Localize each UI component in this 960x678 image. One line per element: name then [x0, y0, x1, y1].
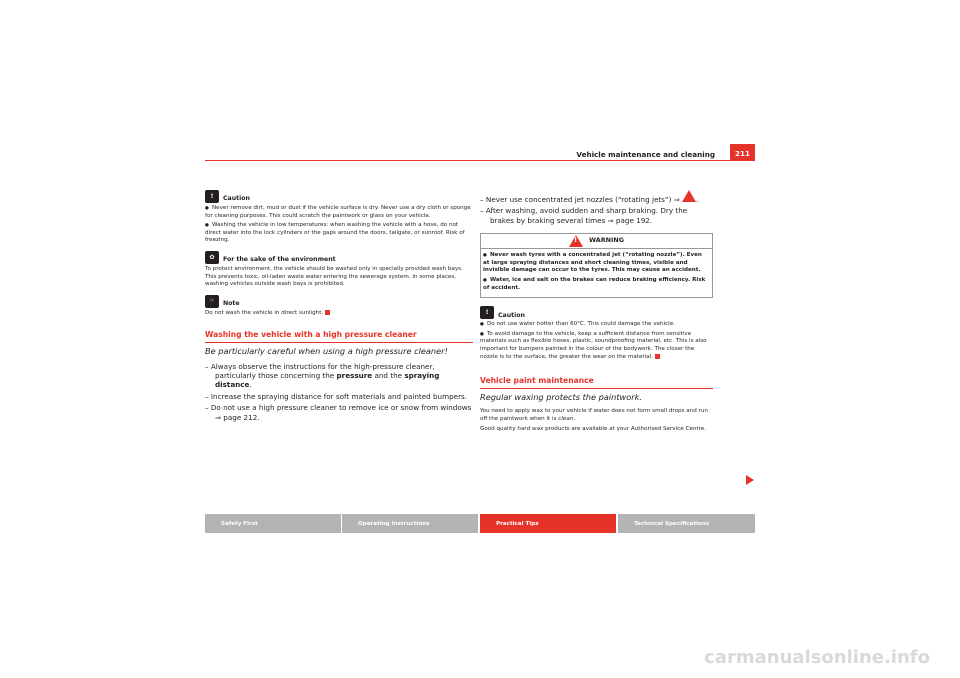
note-hand-icon: ☞ [205, 295, 219, 308]
caution-icon: ! [480, 306, 494, 319]
caution-icon: ! [205, 190, 219, 203]
footer-tab-safety-first: Safety First [205, 514, 341, 533]
warning-triangle-icon [682, 190, 696, 202]
paint-text: Good quality hard wax products are available at your Authorised Service Centre. [480, 425, 706, 432]
end-marker [325, 310, 330, 315]
section-title-paint: Vehicle paint maintenance [480, 377, 713, 389]
watermark: carmanualsonline.info [704, 647, 930, 668]
warning-triangle-icon [569, 235, 583, 247]
next-page-arrow-icon [746, 475, 754, 485]
environment-flower-icon: ✿ [205, 251, 219, 264]
header-rule [205, 160, 755, 161]
left-column [205, 190, 473, 424]
instruction-item: – Do not use a high pressure cleaner to remove ice or snow from windows ⇒ page 212. [205, 403, 472, 422]
environment-heading: ✿ For the sake of the environment [205, 251, 473, 264]
instruction-item: – Never use concentrated jet nozzles (“rotating jets”) ⇒ ! . [480, 190, 713, 204]
caution-heading: ! Caution [205, 190, 473, 203]
caution-bullet: ● Never remove dirt, mud or dust if the vehicle surface is dry. Never use a dry cloth or sponge for cleaning purposes. This could scratch the paintwork or glass on your vehicle. [205, 205, 473, 220]
footer-tab-operating-instructions: Operating Instructions [342, 514, 478, 533]
instruction-item: – Always observe the instructions for the high-pressure cleaner, particularly those concerning the pressure and the spraying distance. [205, 361, 440, 390]
note-text: Do not wash the vehicle in direct sunlight. [205, 310, 473, 318]
warning-bullet: ● Never wash tyres with a concentrated jet (“rotating nozzle”). Even at large spraying distances and short cleaning times, visible and invisible damage can occur to the tyres. This may cause an accident. [483, 252, 710, 275]
caution-bullet: ● Washing the vehicle in low temperatures: when washing the vehicle with a hose, do not direct water into the lock cylinders or the gaps around the doors, tailgate, or sunroof. Risk of freezing. [205, 222, 473, 245]
instruction-item: – After washing, avoid sudden and sharp braking. Dry the brakes by braking several times ⇒ page 192. [480, 206, 688, 225]
page-header-title: Vehicle maintenance and cleaning [576, 150, 715, 159]
warning-heading: ! WARNING [481, 234, 712, 249]
caution-heading: ! Caution [480, 306, 713, 319]
warning-bullet: ● Water, ice and salt on the brakes can reduce braking efficiency. Risk of accident. [483, 277, 710, 292]
note-heading: ☞ Note [205, 295, 473, 308]
right-column [480, 190, 713, 435]
caution-bullet: ● To avoid damage to the vehicle, keep a sufficient distance from sensitive materials such as flexible hoses, plastic, soundproofing material, etc. This is also important for bumpers painted in the colour of the bodywork. The closer the nozzle is to the surface, the greater the wear on the material. [480, 331, 713, 361]
warning-box [480, 233, 713, 298]
page-number: 211 [730, 144, 755, 161]
end-marker [655, 354, 660, 359]
instruction-item: – Increase the spraying distance for soft materials and painted bumpers. [205, 391, 468, 401]
footer-tab-technical-specifications: Technical Specifications [618, 514, 755, 533]
section-title-high-pressure: Washing the vehicle with a high pressure cleaner [205, 331, 473, 343]
paint-text: You need to apply wax to your vehicle if water does not form small drops and run off the paintwork when it is clean. [480, 408, 708, 422]
section-subtitle-high-pressure: Be particularly careful when using a high pressure cleaner! [205, 345, 448, 356]
footer-tab-practical-tips: Practical Tips [480, 514, 616, 533]
caution-bullet: ● Do not use water hotter than 60°C. This could damage the vehicle. [480, 321, 713, 329]
environment-text: To protect environment, the vehicle should be washed only in specially provided wash bays. This prevents toxic, oil-laden waste water entering the sewerage system. In some places, washing vehicles outside wash bays is prohibited. [205, 265, 463, 288]
section-subtitle-paint: Regular waxing protects the paintwork. [480, 391, 642, 402]
